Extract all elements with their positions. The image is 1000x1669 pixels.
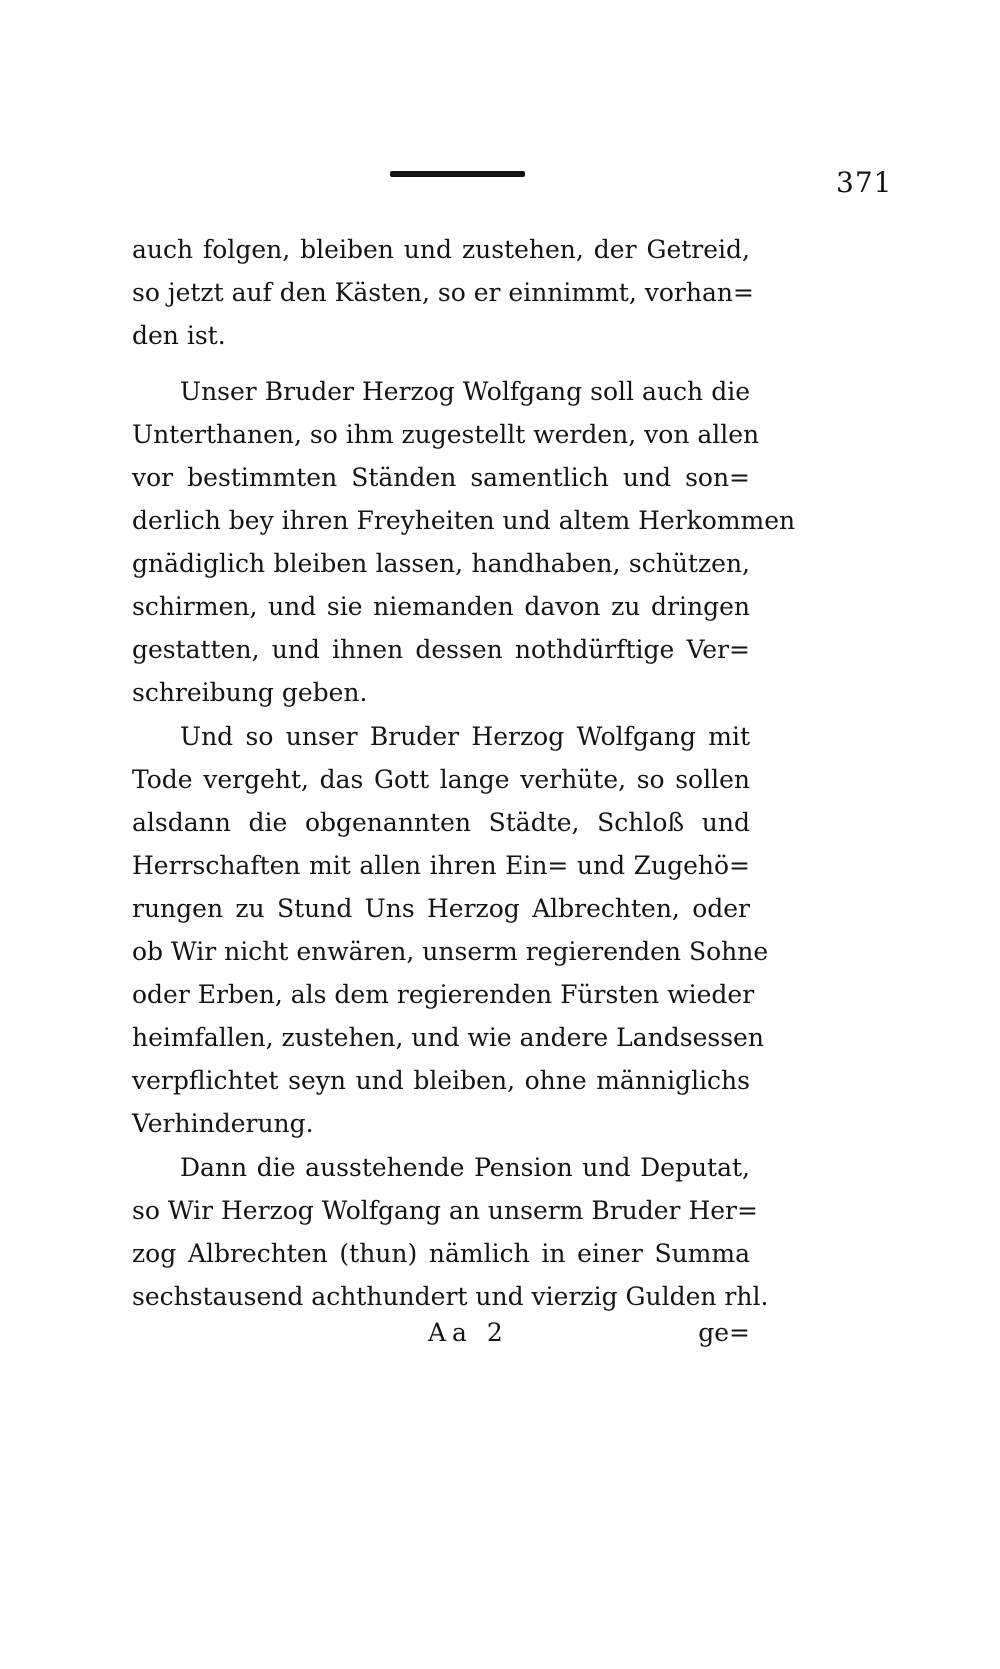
text-line: zog Albrechten (thun) nämlich in einer Summa	[132, 1239, 750, 1268]
paragraph-3	[132, 715, 769, 1145]
text-line: oder Erben, als dem regierenden Fürsten wieder	[132, 980, 755, 1009]
text-line: auch folgen, bleiben und zustehen, der Getreid,	[132, 235, 750, 264]
paragraph-4	[132, 1146, 769, 1318]
text-line: gestatten, und ihnen dessen nothdürftige Ver=	[132, 635, 750, 664]
text-line: derlich bey ihren Freyheiten und altem Herkommen	[132, 506, 796, 535]
header-rule	[390, 171, 525, 177]
text-line: Dann die ausstehende Pension und Deputat,	[180, 1153, 750, 1182]
text-line: verpflichtet seyn und bleiben, ohne männiglichs	[132, 1066, 750, 1095]
text-line: den ist.	[132, 321, 226, 350]
text-line: Und so unser Bruder Herzog Wolfgang mit	[180, 722, 750, 751]
signature-mark: Aa 2	[428, 1318, 509, 1347]
page-footer	[132, 1311, 750, 1354]
text-line: sechstausend achthundert und vierzig Gulden rhl.	[132, 1282, 769, 1311]
text-line: Tode vergeht, das Gott lange verhüte, so sollen	[132, 765, 750, 794]
text-line: rungen zu Stund Uns Herzog Albrechten, oder	[132, 894, 750, 923]
catchword: ge=	[698, 1318, 750, 1347]
paragraph-2	[132, 370, 796, 714]
text-line: Verhinderung.	[132, 1109, 314, 1138]
text-line: Unterthanen, so ihm zugestellt werden, von allen	[132, 420, 760, 449]
text-line: vor bestimmten Ständen samentlich und son=	[132, 463, 750, 492]
text-line: ob Wir nicht enwären, unserm regierenden Sohne	[132, 937, 769, 966]
text-line: schreibung geben.	[132, 678, 368, 707]
text-line: so jetzt auf den Kästen, so er einnimmt, vorhan=	[132, 278, 754, 307]
text-line: gnädiglich bleiben lassen, handhaben, schützen,	[132, 549, 750, 578]
text-line: Unser Bruder Herzog Wolfgang soll auch die	[180, 377, 750, 406]
text-line: heimfallen, zustehen, und wie andere Landsessen	[132, 1023, 764, 1052]
text-line: Herrschaften mit allen ihren Ein= und Zugehö=	[132, 851, 750, 880]
text-line: alsdann die obgenannten Städte, Schloß und	[132, 808, 750, 837]
text-line: schirmen, und sie niemanden davon zu dringen	[132, 592, 750, 621]
paragraph-1	[132, 228, 754, 357]
text-line: so Wir Herzog Wolfgang an unserm Bruder Her=	[132, 1196, 758, 1225]
page-number: 371	[836, 166, 893, 199]
